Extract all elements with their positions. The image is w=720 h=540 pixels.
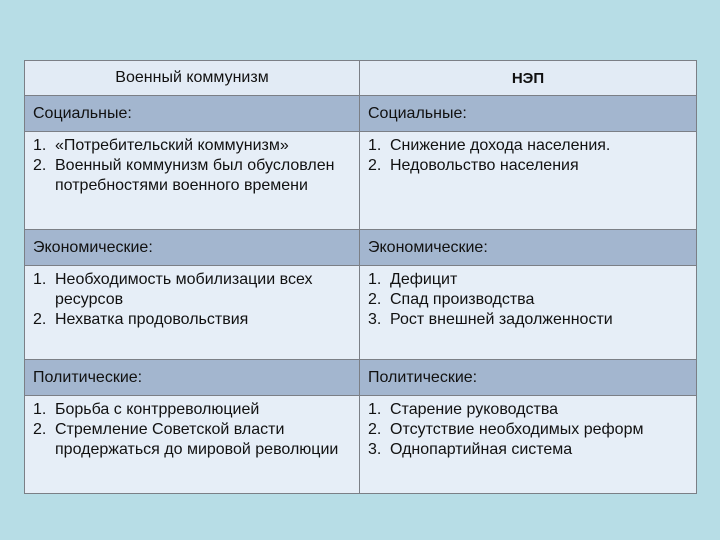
header-nep: НЭП [360,61,697,96]
list-item: «Потребительский коммунизм» [55,137,289,154]
category-label-right: Социальные: [360,96,697,132]
comparison-table [24,60,697,494]
list-item: Однопартийная система [390,441,573,458]
item-list [364,136,690,176]
list-item: Рост внешней задолженности [390,311,613,328]
items-cell-left [25,266,360,360]
items-row-social [25,132,697,230]
items-cell-left [25,132,360,230]
category-label-left: Социальные: [25,96,360,132]
category-label-right: Экономические: [360,230,697,266]
category-label-right: Политические: [360,360,697,396]
list-item: Стремление Советской власти продержаться до мировой революции [55,421,339,458]
list-item: Отсутствие необходимых реформ [390,421,644,438]
category-label-left: Политические: [25,360,360,396]
list-item: Спад производства [390,291,535,308]
category-row-political [25,360,697,396]
header-war-communism: Военный коммунизм [25,61,360,96]
list-item: Военный коммунизм был обусловлен потребностями военного времени [55,157,335,194]
list-item: Недовольство населения [390,157,579,174]
category-label-left: Экономические: [25,230,360,266]
list-item: Необходимость мобилизации всех ресурсов [55,271,313,308]
item-list [364,270,690,330]
item-list [29,400,353,460]
items-cell-right [360,396,697,494]
list-item: Снижение дохода населения. [390,137,611,154]
items-row-economic [25,266,697,360]
list-item: Старение руководства [390,401,559,418]
category-row-social [25,96,697,132]
items-cell-right [360,266,697,360]
items-cell-left [25,396,360,494]
item-list [29,136,353,196]
item-list [29,270,353,330]
category-row-economic [25,230,697,266]
list-item: Нехватка продовольствия [55,311,249,328]
table-header-row [25,61,697,96]
list-item: Дефицит [390,271,458,288]
items-row-political [25,396,697,494]
item-list [364,400,690,460]
items-cell-right [360,132,697,230]
list-item: Борьба с контрреволюцией [55,401,260,418]
